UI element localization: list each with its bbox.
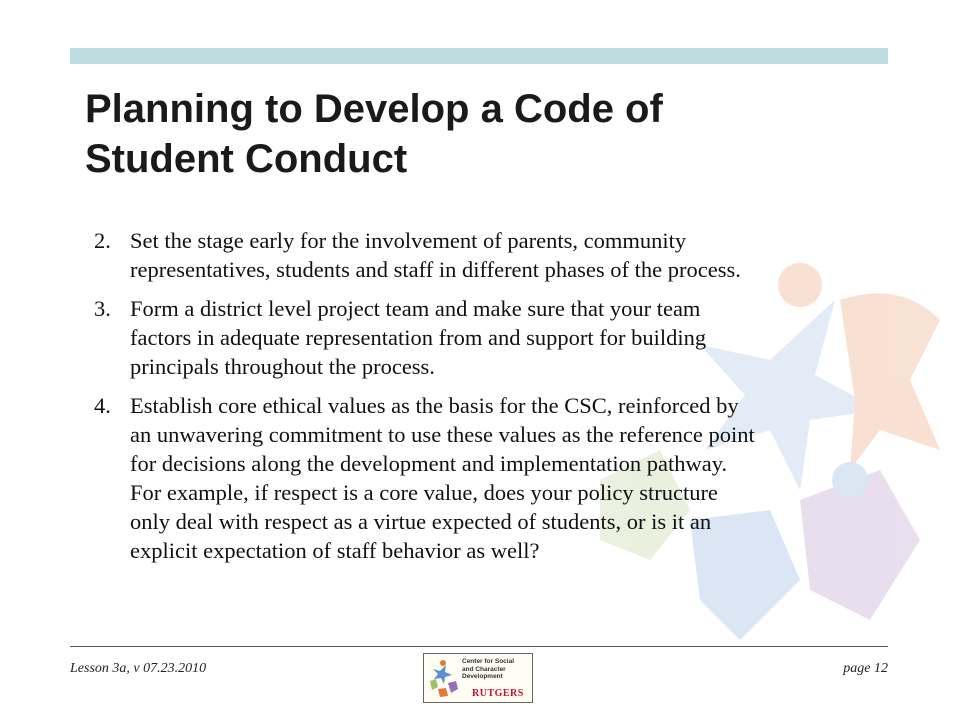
footer-lesson-version: Lesson 3a, v 07.23.2010 xyxy=(70,661,207,676)
list-item-line: only deal with respect as a virtue expected of students, or is it an xyxy=(130,509,712,534)
logo-text-line: Development xyxy=(462,673,503,680)
logo-text-line: Center for Social xyxy=(462,658,515,665)
slide-title xyxy=(85,84,865,184)
list-item-number: 3. xyxy=(94,296,111,321)
list-item-line: an unwavering commitment to use these values as the reference point xyxy=(130,422,755,447)
list-item-number: 2. xyxy=(94,228,111,253)
list-item xyxy=(94,226,884,284)
list-item xyxy=(94,391,884,565)
logo-text-line: and Character xyxy=(462,665,506,673)
list-item-line: For example, if respect is a core value, does your policy structure xyxy=(130,480,718,505)
list-item-text xyxy=(130,294,884,381)
list-item-line: Form a district level project team and make sure that your team xyxy=(130,296,701,321)
list-item-text xyxy=(130,391,884,565)
logo-figures-icon xyxy=(426,657,462,699)
numbered-list xyxy=(94,226,884,575)
logo-brand: RUTGERS xyxy=(472,688,524,699)
center-logo xyxy=(423,653,533,703)
list-item-line: for decisions along the development and implementation pathway. xyxy=(130,451,728,476)
top-accent-bar xyxy=(70,48,888,64)
slide-title-line: Planning to Develop a Code of xyxy=(85,87,663,131)
list-item-line: representatives, students and staff in different phases of the process. xyxy=(130,257,741,282)
list-item-line: explicit expectation of staff behavior as well? xyxy=(130,538,540,563)
footer-divider xyxy=(70,646,888,647)
list-item xyxy=(94,294,884,381)
list-item-line: Establish core ethical values as the basis for the CSC, reinforced by xyxy=(130,393,739,418)
list-item-line: principals throughout the process. xyxy=(130,354,435,379)
logo-text xyxy=(462,658,532,681)
list-item-text xyxy=(130,226,884,284)
list-item-line: Set the stage early for the involvement of parents, community xyxy=(130,228,687,253)
slide-title-line: Student Conduct xyxy=(85,137,408,181)
list-item-number: 4. xyxy=(94,393,111,418)
list-item-line: factors in adequate representation from and support for building xyxy=(130,325,707,350)
footer-page-number: page 12 xyxy=(843,661,888,676)
